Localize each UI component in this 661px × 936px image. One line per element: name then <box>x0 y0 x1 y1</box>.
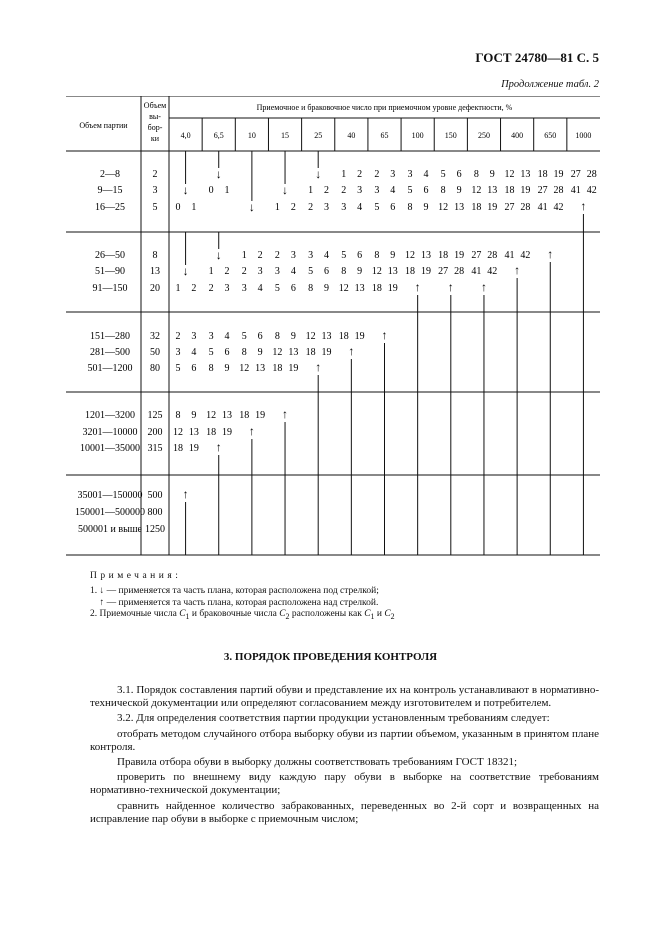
rejection-number: 19 <box>520 185 531 196</box>
paragraph: проверить по внешнему виду каждую пару обуви в выборке на соответствие требованиям нормативно-технической документации; <box>90 771 599 797</box>
arrow-up-icon: ↑ <box>99 598 105 608</box>
table-continuation-label: Продолжение табл. 2 <box>501 79 599 90</box>
aql-value: 250 <box>477 131 490 140</box>
acceptance-number: 18 <box>305 347 316 358</box>
rejection-number: 42 <box>586 185 597 196</box>
acceptance-number: 3 <box>407 169 413 180</box>
arrow-up-icon: ↑ <box>215 440 222 454</box>
acceptance-number: 1 <box>208 266 214 277</box>
sample-size-header: Объем <box>143 101 167 110</box>
lot-range: 9—15 <box>97 185 123 196</box>
sample-size: 125 <box>147 410 163 421</box>
rejection-number: 2 <box>224 266 230 277</box>
acceptance-number: 8 <box>341 266 347 277</box>
lot-range: 281—500 <box>90 347 130 358</box>
lot-range: 51—90 <box>95 266 125 277</box>
rejection-number: 4 <box>357 202 363 213</box>
rejection-number: 19 <box>222 427 233 438</box>
arrow-down-icon: ↓ <box>215 167 222 181</box>
acceptance-number: 12 <box>438 202 449 213</box>
rejection-number: 6 <box>456 169 462 180</box>
aql-value: 6,5 <box>213 131 224 140</box>
paragraph: сравнить найденное количество забракованных, переведенных во 2-й сорт и возвращенных на исправление пар обуви в выборке с приемочным числом; <box>90 799 599 825</box>
rejection-number: 4 <box>423 169 429 180</box>
acceptance-number: 1 <box>308 185 314 196</box>
sample-size: 50 <box>150 347 160 358</box>
sample-size: 315 <box>147 443 163 454</box>
lot-range: 16—25 <box>95 202 125 213</box>
rejection-number: 6 <box>357 250 363 261</box>
rejection-number: 1 <box>224 185 230 196</box>
acceptance-number: 12 <box>338 283 349 294</box>
acceptance-number: 2 <box>341 185 347 196</box>
sample-size: 32 <box>150 331 160 342</box>
rejection-number: 9 <box>323 283 329 294</box>
acceptance-number: 8 <box>440 185 446 196</box>
rejection-number: 9 <box>224 363 230 374</box>
lot-range: 151—280 <box>90 331 130 342</box>
acceptance-number: 18 <box>537 169 548 180</box>
acceptance-number: 18 <box>405 266 416 277</box>
acceptance-number: 27 <box>570 169 581 180</box>
acceptance-number: 12 <box>305 331 316 342</box>
acceptance-number: 41 <box>504 250 515 261</box>
rejection-number: 19 <box>387 283 398 294</box>
acceptance-number: 41 <box>570 185 581 196</box>
sample-size: 800 <box>147 507 163 518</box>
arrow-down-icon: ↓ <box>248 200 255 214</box>
acceptance-number: 12 <box>405 250 416 261</box>
rejection-number: 28 <box>553 185 564 196</box>
rejection-number: 2 <box>357 169 363 180</box>
aql-value: 100 <box>411 131 424 140</box>
acceptance-number: 8 <box>274 331 280 342</box>
rejection-number: 9 <box>390 250 396 261</box>
acceptance-number: 18 <box>172 443 183 454</box>
aql-value: 4,0 <box>180 131 191 140</box>
rejection-number: 28 <box>520 202 531 213</box>
aql-value: 40 <box>347 131 356 140</box>
rejection-number: 19 <box>487 202 498 213</box>
acceptance-number: 8 <box>308 283 314 294</box>
acceptance-number: 8 <box>407 202 413 213</box>
note-1a-text: — применяется та часть плана, которая расположена под стрелкой; <box>104 586 379 596</box>
rejection-number: 6 <box>390 202 396 213</box>
aql-value: 1000 <box>575 131 592 140</box>
acceptance-number: 18 <box>371 283 382 294</box>
acceptance-number: 3 <box>175 347 181 358</box>
arrow-up-icon: ↑ <box>447 280 454 294</box>
acceptance-number: 1 <box>175 283 181 294</box>
arrow-down-icon: ↓ <box>99 586 105 596</box>
arrow-up-icon: ↑ <box>580 199 587 213</box>
rejection-number: 6 <box>257 331 263 342</box>
sample-size: 13 <box>150 266 160 277</box>
acceptance-number: 1 <box>241 250 247 261</box>
aql-value: 400 <box>511 131 524 140</box>
rejection-number: 4 <box>390 185 396 196</box>
rejection-number: 4 <box>323 250 329 261</box>
acceptance-number: 18 <box>438 250 449 261</box>
rejection-number: 3 <box>257 266 263 277</box>
aql-value: 65 <box>380 131 389 140</box>
acceptance-number: 27 <box>471 250 482 261</box>
arrow-up-icon: ↑ <box>182 487 189 501</box>
acceptance-number: 18 <box>272 363 283 374</box>
acceptance-number: 41 <box>537 202 548 213</box>
arrow-up-icon: ↑ <box>414 280 421 294</box>
rejection-number: 1 <box>191 202 197 213</box>
arrow-up-icon: ↑ <box>480 280 487 294</box>
rejection-number: 3 <box>290 250 296 261</box>
paragraph: 3.1. Порядок составления партий обуви и представление их на контроль устанавливают в нормативно-технической документации или определяют согласованием между изготовителем и потребителем. <box>90 684 599 710</box>
rejection-number: 4 <box>224 331 230 342</box>
acceptance-number: 3 <box>208 331 214 342</box>
rejection-number: 28 <box>487 250 498 261</box>
rejection-number: 13 <box>354 283 365 294</box>
acceptance-number: 3 <box>274 266 280 277</box>
rejection-number: 6 <box>423 185 429 196</box>
acceptance-number: 2 <box>374 169 380 180</box>
acceptance-number: 3 <box>241 283 247 294</box>
lot-range: 35001—150000 <box>77 490 143 501</box>
rejection-number: 13 <box>520 169 531 180</box>
rejection-number: 9 <box>357 266 363 277</box>
acceptance-number: 8 <box>374 250 380 261</box>
rejection-number: 4 <box>290 266 296 277</box>
acceptance-number: 41 <box>471 266 482 277</box>
section-body <box>90 684 599 828</box>
acceptance-number: 27 <box>537 185 548 196</box>
acceptance-number: 8 <box>208 363 214 374</box>
acceptance-number: 8 <box>473 169 479 180</box>
lot-range: 91—150 <box>92 283 128 294</box>
aql-value: 25 <box>314 131 323 140</box>
acceptance-number: 12 <box>272 347 283 358</box>
section-title: 3. ПОРЯДОК ПРОВЕДЕНИЯ КОНТРОЛЯ <box>223 651 438 663</box>
arrow-up-icon: ↑ <box>248 424 255 438</box>
acceptance-number: 12 <box>206 410 217 421</box>
sample-size: 500 <box>147 490 163 501</box>
sample-size: 1250 <box>145 524 165 535</box>
acceptance-number: 5 <box>241 331 247 342</box>
rejection-number: 3 <box>224 283 230 294</box>
rejection-number: 9 <box>257 347 263 358</box>
acceptance-number: 1 <box>274 202 280 213</box>
acceptance-number: 3 <box>308 250 314 261</box>
sample-size: 5 <box>152 202 158 213</box>
sample-size: 80 <box>150 363 160 374</box>
rejection-number: 42 <box>520 250 531 261</box>
acceptance-number: 27 <box>438 266 449 277</box>
acceptance-number: 2 <box>208 283 214 294</box>
rejection-number: 2 <box>191 283 197 294</box>
arrow-up-icon: ↑ <box>381 328 388 342</box>
lot-range: 10001—35000 <box>80 443 140 454</box>
acceptance-number: 12 <box>471 185 482 196</box>
rejection-number: 19 <box>354 331 365 342</box>
acceptance-number: 1 <box>341 169 347 180</box>
acceptance-number: 18 <box>471 202 482 213</box>
acceptance-number: 18 <box>206 427 217 438</box>
rejection-number: 13 <box>321 331 332 342</box>
sample-size-header: бор- <box>147 123 163 132</box>
rejection-number: 13 <box>255 363 266 374</box>
rejection-number: 13 <box>487 185 498 196</box>
acceptance-number: 2 <box>175 331 181 342</box>
arrow-up-icon: ↑ <box>348 344 355 358</box>
acceptance-number: 12 <box>504 169 515 180</box>
rejection-number: 9 <box>290 331 296 342</box>
acceptance-number: 5 <box>341 250 347 261</box>
rejection-number: 3 <box>390 169 396 180</box>
rejection-number: 19 <box>288 363 299 374</box>
sample-size: 200 <box>147 427 163 438</box>
rejection-number: 19 <box>255 410 266 421</box>
arrow-down-icon: ↓ <box>182 183 189 197</box>
acceptance-number: 5 <box>208 347 214 358</box>
notes-title: Примечания: <box>90 571 182 581</box>
paragraph: Правила отбора обуви в выборку должны соответствовать требованиям ГОСТ 18321; <box>117 756 518 769</box>
acceptance-number: 5 <box>175 363 181 374</box>
rejection-number: 2 <box>323 185 329 196</box>
lot-range: 2—8 <box>100 169 120 180</box>
rejection-number: 42 <box>553 202 564 213</box>
acceptance-number: 3 <box>374 185 380 196</box>
acceptance-number: 18 <box>338 331 349 342</box>
rejection-number: 9 <box>423 202 429 213</box>
acceptance-number: 2 <box>308 202 314 213</box>
arrow-up-icon: ↑ <box>315 360 322 374</box>
arrow-up-icon: ↑ <box>547 247 554 261</box>
arrow-down-icon: ↓ <box>315 167 322 181</box>
rejection-number: 42 <box>487 266 498 277</box>
acceptance-number: 27 <box>504 202 515 213</box>
acceptance-number: 2 <box>241 266 247 277</box>
rejection-number: 28 <box>586 169 597 180</box>
rejection-number: 19 <box>188 443 199 454</box>
aql-value: 10 <box>247 131 256 140</box>
note-2: 2. Приемочные числа $C_1$ и браковочные числа $C_2$ расположены как $C_1$ и $C_2$ <box>90 609 395 621</box>
arrow-down-icon: ↓ <box>215 248 222 262</box>
acceptance-number: 18 <box>504 185 515 196</box>
sample-size: 20 <box>150 283 160 294</box>
lot-range: 500001 и выше <box>78 524 142 535</box>
acceptance-number: 12 <box>172 427 183 438</box>
rejection-number: 6 <box>323 266 329 277</box>
sample-size: 2 <box>152 169 158 180</box>
arrow-down-icon: ↓ <box>282 183 289 197</box>
lot-range: 3201—10000 <box>82 427 138 438</box>
arrow-up-icon: ↑ <box>282 407 289 421</box>
page-header: ГОСТ 24780—81 С. 5 <box>475 50 599 65</box>
rejection-number: 19 <box>553 169 564 180</box>
acceptance-number: 5 <box>374 202 380 213</box>
rejection-number: 6 <box>191 363 197 374</box>
acceptance-number: 5 <box>308 266 314 277</box>
rejection-number: 2 <box>290 202 296 213</box>
rejection-number: 13 <box>222 410 233 421</box>
aql-value: 650 <box>544 131 557 140</box>
lot-range: 150001—500000 <box>75 507 145 518</box>
acceptance-number: 5 <box>440 169 446 180</box>
note-1b-text: — применяется та часть плана, которая расположена над стрелкой. <box>104 598 379 608</box>
paragraph: отобрать методом случайного отбора выборку обуви из партии объемом, указанным в принятом плане контроля. <box>90 727 599 753</box>
rejection-number: 13 <box>420 250 431 261</box>
sample-size-header: вы- <box>149 112 161 121</box>
rejection-number: 6 <box>290 283 296 294</box>
aql-value: 15 <box>281 131 290 140</box>
acceptance-number: 3 <box>341 202 347 213</box>
rejection-number: 3 <box>357 185 363 196</box>
acceptance-number: 18 <box>239 410 250 421</box>
acceptance-number: 8 <box>175 410 181 421</box>
acceptance-number: 12 <box>371 266 382 277</box>
acceptance-number: 8 <box>241 347 247 358</box>
sample-size: 3 <box>152 185 158 196</box>
rejection-number: 9 <box>191 410 197 421</box>
paragraph: 3.2. Для определения соответствия партии продукции установленным требованиям следует: <box>117 712 550 725</box>
rejection-number: 9 <box>489 169 495 180</box>
rejection-number: 9 <box>456 185 462 196</box>
rejection-number: 28 <box>454 266 465 277</box>
rejection-number: 4 <box>191 347 197 358</box>
lot-range: 1201—3200 <box>85 410 135 421</box>
acceptance-number: 2 <box>274 250 280 261</box>
acceptance-number: 0 <box>208 185 214 196</box>
rejection-number: 13 <box>188 427 199 438</box>
note-1-number: 1. <box>90 586 98 596</box>
acceptance-number: 5 <box>274 283 280 294</box>
rejection-number: 13 <box>387 266 398 277</box>
rejection-number: 2 <box>257 250 263 261</box>
rejection-number: 3 <box>323 202 329 213</box>
aql-group-header: Приемочное и браковочное число при приемочном уровне дефектности, % <box>256 103 513 112</box>
acceptance-number: 5 <box>407 185 413 196</box>
sample-size: 8 <box>152 250 158 261</box>
rejection-number: 13 <box>454 202 465 213</box>
rejection-number: 13 <box>288 347 299 358</box>
arrow-down-icon: ↓ <box>182 264 189 278</box>
lot-size-header: Объем партии <box>79 121 128 130</box>
rejection-number: 4 <box>257 283 263 294</box>
aql-value: 150 <box>444 131 457 140</box>
arrow-up-icon: ↑ <box>514 263 521 277</box>
rejection-number: 19 <box>321 347 332 358</box>
sample-size-header: ки <box>150 134 160 143</box>
lot-range: 26—50 <box>95 250 125 261</box>
rejection-number: 6 <box>224 347 230 358</box>
acceptance-number: 12 <box>239 363 250 374</box>
acceptance-number: 0 <box>175 202 181 213</box>
rejection-number: 19 <box>454 250 465 261</box>
sampling-plan-table <box>66 96 600 566</box>
lot-range: 501—1200 <box>87 363 133 374</box>
rejection-number: 3 <box>191 331 197 342</box>
rejection-number: 19 <box>420 266 431 277</box>
